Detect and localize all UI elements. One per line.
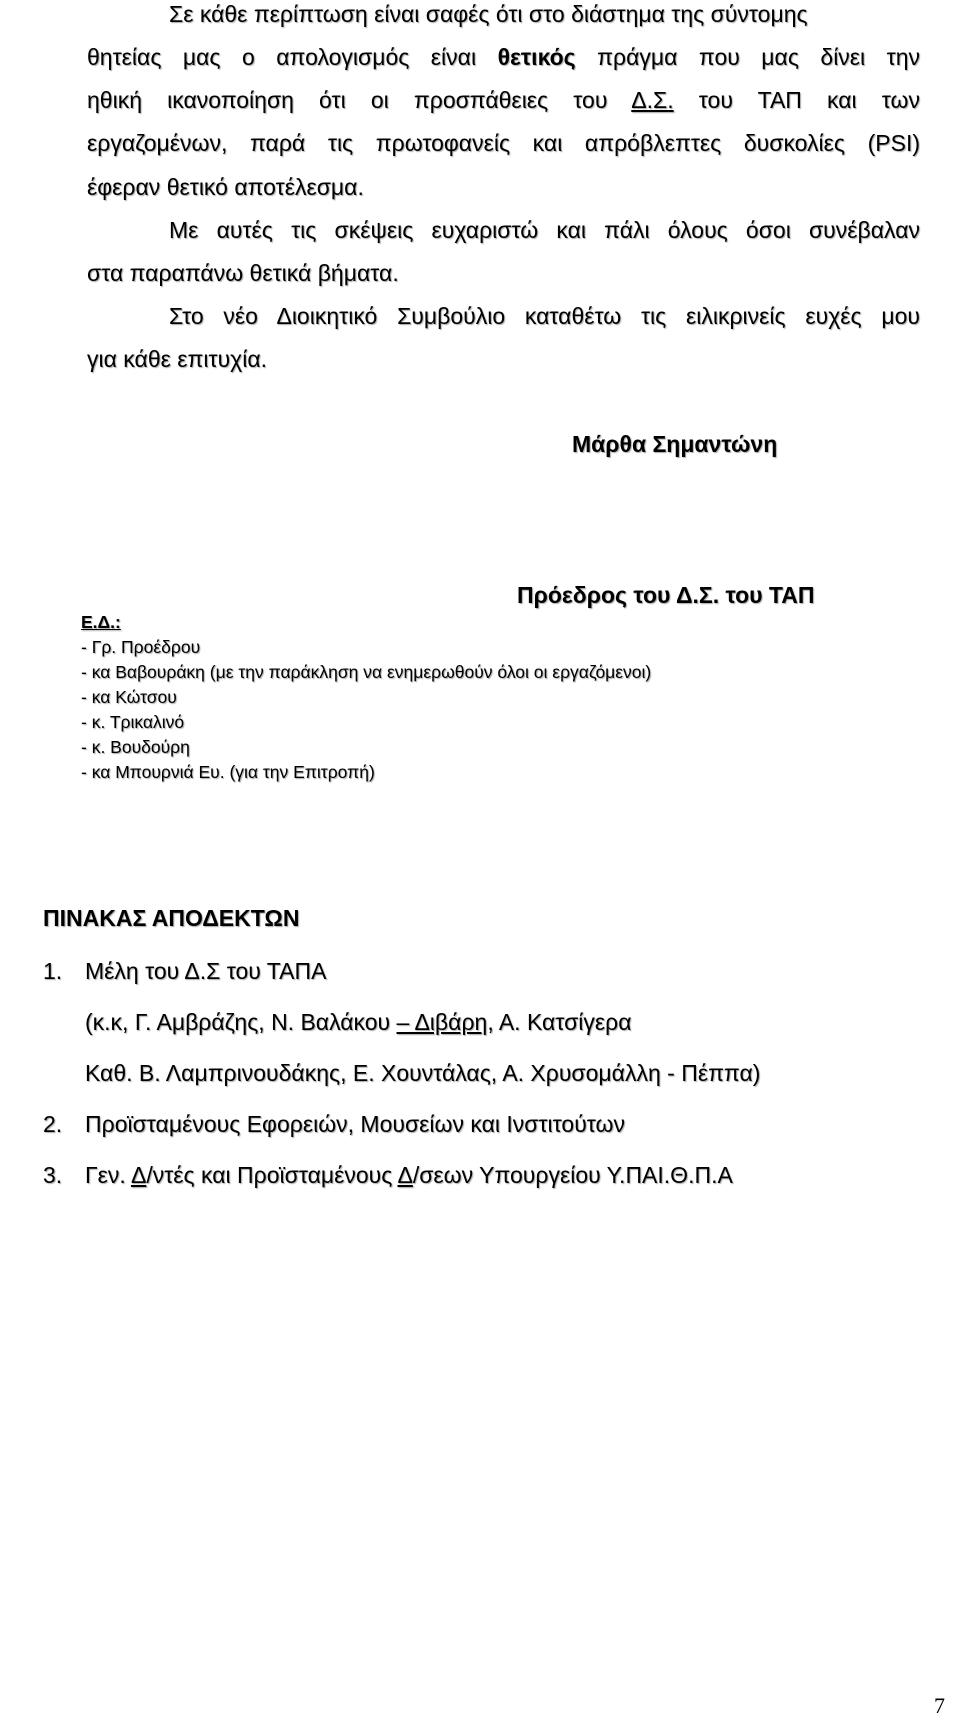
underlined-text: – Διβάρη <box>396 1009 488 1035</box>
paragraph-line: έφεραν θετικό αποτέλεσμα. <box>87 174 364 200</box>
list-number: 2. <box>43 1111 63 1137</box>
bold-word: θετικός <box>497 44 576 70</box>
list-item: Καθ. Β. Λαμπρινουδάκης, Ε. Χουντάλας, Α. Χρυσομάλλη - Πέππα) <box>85 1060 761 1086</box>
signatory-name: Μάρθα Σημαντώνη <box>572 431 778 457</box>
paragraph-line: Στο νέο Διοικητικό Συμβούλιο καταθέτω τις ειλικρινείς ευχές μου <box>169 303 920 329</box>
list-item: - κα Κώτσου <box>81 687 177 707</box>
paragraph-line: για κάθε επιτυχία. <box>87 346 268 372</box>
underlined-text: Δ <box>130 1162 147 1188</box>
paragraph-line: εργαζομένων, παρά τις πρωτοφανείς και απρόβλεπτες δυσκολίες (PSI) <box>87 130 920 156</box>
list-item: - Γρ. Προέδρου <box>81 637 201 657</box>
distribution-heading: Ε.Δ.: <box>81 612 121 632</box>
list-item: - κα Μπουρνιά Ευ. (για την Επιτροπή) <box>81 762 375 782</box>
paragraph-line: θητείας μας ο απολογισμός είναι θετικός πράγμα που μας δίνει την <box>87 44 921 70</box>
page-number: 7 <box>934 1693 945 1718</box>
list-item: - κ. Βουδούρη <box>81 737 190 757</box>
list-number: 1. <box>43 958 63 984</box>
underlined-text: Δ <box>397 1162 413 1188</box>
list-item: - κ. Τρικαλινό <box>81 712 185 732</box>
paragraph-line: στα παραπάνω θετικά βήματα. <box>87 260 399 286</box>
underlined-text: Δ.Σ. <box>631 87 674 113</box>
signatory-title: Πρόεδρος του Δ.Σ. του ΤΑΠ <box>517 582 815 608</box>
paragraph-line: Σε κάθε περίπτωση είναι σαφές ότι στο διάστημα της σύντομης <box>169 1 808 27</box>
paragraph-line: Με αυτές τις σκέψεις ευχαριστώ και πάλι όλους όσοι συνέβαλαν <box>169 217 920 243</box>
list-item: (κ.κ, Γ. Αμβράζης, Ν. Βαλάκου – Διβάρη, Α. Κατσίγερα <box>85 1009 632 1035</box>
list-item: Προϊσταμένους Εφορειών, Μουσείων και Ινστιτούτων <box>85 1111 626 1137</box>
recipients-heading: ΠΙΝΑΚΑΣ ΑΠΟΔΕΚΤΩΝ <box>43 905 300 931</box>
list-item: Μέλη του Δ.Σ του ΤΑΠΑ <box>85 958 327 984</box>
list-item: Γεν. Δ/ντές και Προϊσταμένους Δ/σεων Υπουργείου Υ.ΠΑΙ.Θ.Π.Α <box>85 1162 733 1188</box>
list-item: - κα Βαβουράκη (με την παράκληση να ενημερωθούν όλοι οι εργαζόμενοι) <box>81 662 652 682</box>
paragraph-line: ηθική ικανοποίηση ότι οι προσπάθειες του Δ.Σ. του ΤΑΠ και των <box>87 87 921 113</box>
list-number: 3. <box>43 1162 63 1188</box>
